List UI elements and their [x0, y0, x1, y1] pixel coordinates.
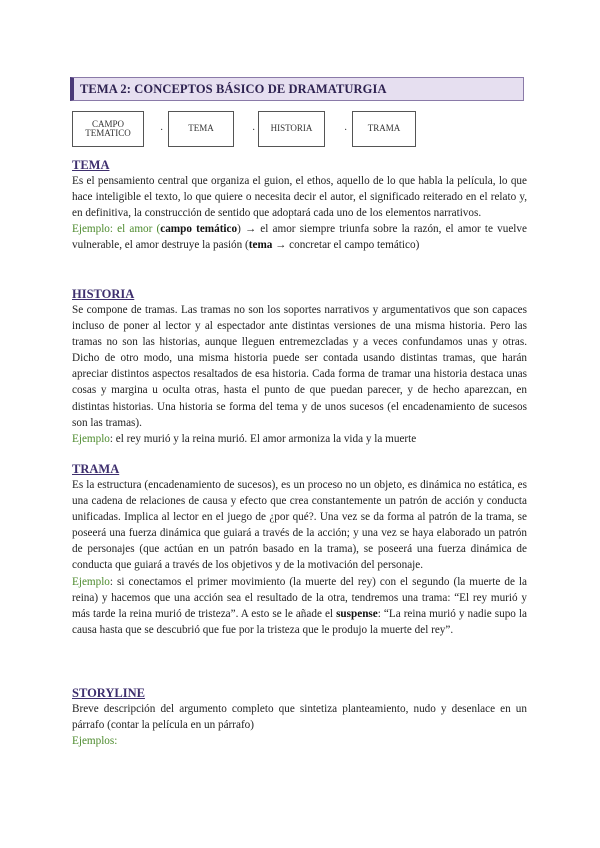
- section-tema: [72, 157, 527, 253]
- section-heading-trama: TRAMA: [72, 462, 120, 476]
- section-heading-tema: TEMA: [72, 158, 110, 172]
- section-heading-historia: HISTORIA: [72, 287, 135, 301]
- tema-example: Ejemplo: el amor (campo temático) → el amor siempre triunfa sobre la razón, el amor te vuelve vulnerable, el amor destruye la pasión (tema → concretar el campo temático): [72, 223, 527, 252]
- flow-separator: ·: [160, 125, 164, 136]
- flow-separator: ·: [252, 125, 256, 136]
- section-historia: [72, 286, 527, 447]
- flow-box-campo-tematico: CAMPO TEMATICO: [72, 111, 144, 147]
- storyline-examples-label: Ejemplos:: [72, 735, 118, 748]
- flow-separator: ·: [344, 125, 348, 136]
- storyline-body: Breve descripción del argumento completo que sintetiza planteamiento, nudo y desenlace en un párrafo (contar la película en un párrafo): [72, 703, 527, 732]
- example-label: Ejemplo: [72, 575, 110, 588]
- page-title: TEMA 2: CONCEPTOS BÁSICO DE DRAMATURGIA: [80, 82, 387, 96]
- flow-box-historia: HISTORIA: [258, 111, 325, 147]
- section-storyline: [72, 685, 527, 749]
- section-trama: [72, 461, 527, 638]
- flow-box-tema: TEMA: [168, 111, 234, 147]
- flow-box-trama: TRAMA: [352, 111, 416, 147]
- concept-flow-diagram: [72, 111, 432, 149]
- title-box: [70, 77, 524, 101]
- historia-example: Ejemplo: el rey murió y la reina murió. El amor armoniza la vida y la muerte: [72, 432, 417, 445]
- trama-body: Es la estructura (encadenamiento de sucesos), es un proceso no un objeto, es dinámica no estática, es una cadena de relaciones de causa y efecto que crea constantemente un patrón de acción y conducta unificadas. Implica al lector en el juego de ¿por qué?. Una vez se da forma al patrón de la trama, se poseerá una fuerza dinámica que guiará a través de la acción; y una vez se haya elaborado un patrón de personajes (que actúan en un patrón basado en la trama), se poseerá una fuerza dinámica de conducta que guiará a través de los objetivos y de la motivación del personaje.: [72, 479, 527, 572]
- trama-example: Ejemplo: si conectamos el primer movimiento (la muerte del rey) con el segundo (la muerte de la reina) y hacemos que una acción sea el resultado de la otra, tendremos una trama: “El rey murió y más tarde la reina murió de tristeza”. A esto se le añade el suspense: “La reina murió y nadie supo la causa hasta que se descubrió que fue por la tristeza que le produjo la muerte del rey”.: [72, 575, 528, 636]
- section-heading-storyline: STORYLINE: [72, 686, 145, 700]
- historia-body: Se compone de tramas. Las tramas no son los soportes narrativos y argumentativos que son capaces incluso de poner al lector y al espectador ante distintas versiones de una misma historia. Pero las tramas no son las historias, aunque lleguen entremezcladas y a veces confundamos unas y otras. Dicho de otro modo, una misma historia puede ser contada usando distintas tramas, que harán apreciar distintos aspectos resaltados de esa historia. Cada forma de tramar una historia destaca unas cosas y margina u oculta otras, hasta el punto de que puedan parecer, y de hecho aparezcan, en distintas historias. Una historia se forma del tema y de unos sucesos (el encadenamiento de sucesos son las tramas).: [72, 304, 527, 429]
- example-label: Ejemplo: [72, 432, 110, 445]
- example-label: Ejemplo: [72, 223, 110, 236]
- tema-body: Es el pensamiento central que organiza el guion, el ethos, aquello de lo que habla la película, lo que hace inteligible el texto, lo que quiere o necesita decir el autor, el significado reiterado en el relato y, en definitiva, la construcción de sentido que adoptará cada uno de los elementos narrativos.: [72, 175, 527, 220]
